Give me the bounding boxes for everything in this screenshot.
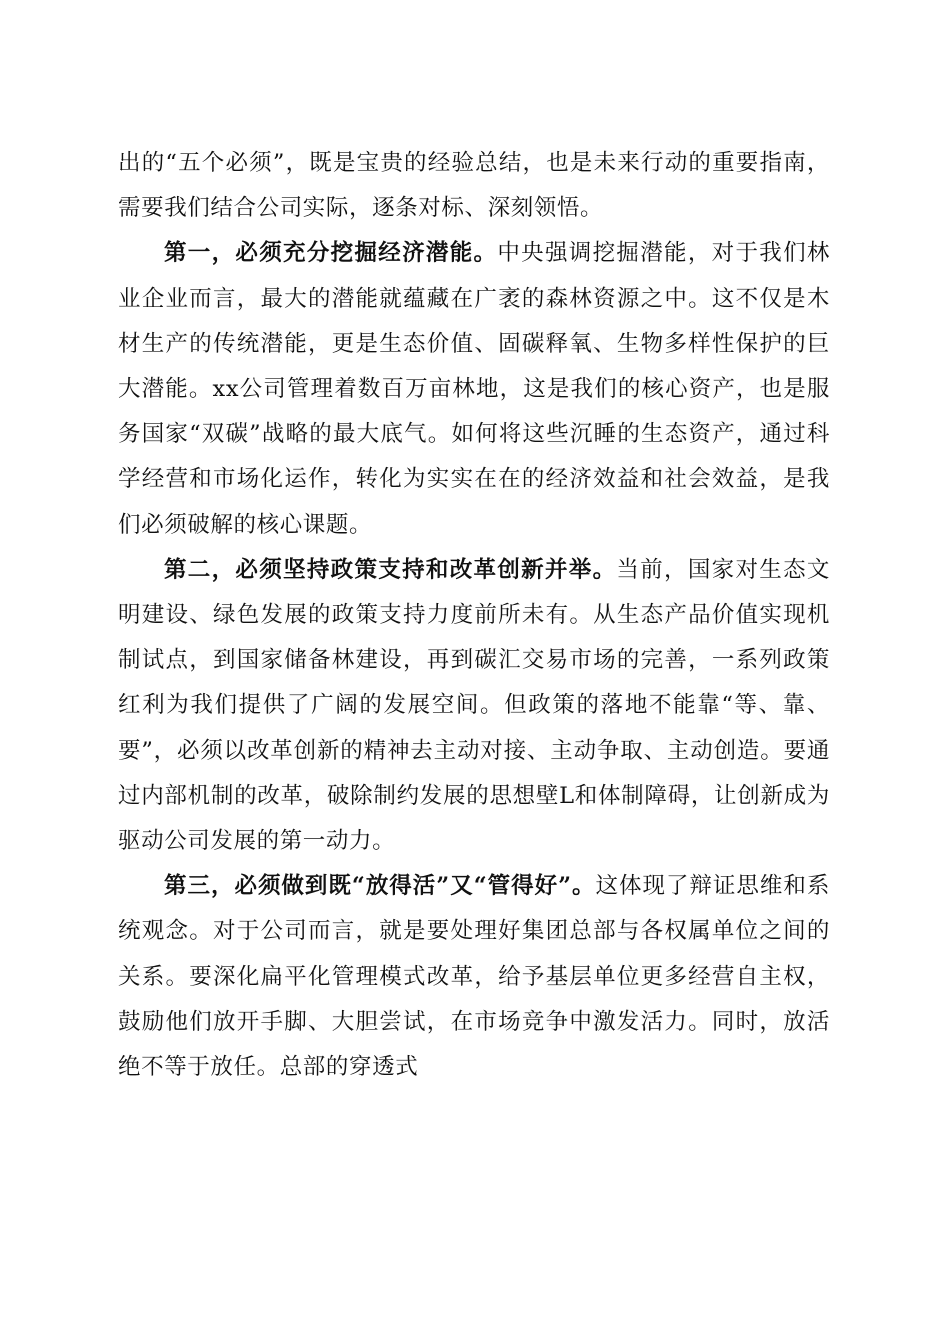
document-page: [118, 141, 830, 1090]
paragraph-second: [118, 548, 830, 864]
paragraph-third-body: 这体现了辩证思维和系统观念。对于公司而言，就是要处理好集团总部与各权属单位之间的关系。要深化扁平化管理模式改革，给予基层单位更多经营自主权，鼓励他们放开手脚、大胆尝试，在市场竞争中激发活力。同时，放活绝不等于放任。总部的穿透式: [118, 873, 830, 1081]
paragraph-intro: [118, 141, 830, 231]
paragraph-first: [118, 231, 830, 547]
paragraph-second-body: 当前，国家对生态文明建设、绿色发展的政策支持力度前所未有。从生态产品价值实现机制试点，到国家储备林建设，再到碳汇交易市场的完善，一系列政策红利为我们提供了广阔的发展空间。但政策的落地不能靠“等、靠、要”，必须以改革创新的精神去主动对接、主动争取、主动创造。要通过内部机制的改革，破除制约发展的思想壁Ⅼ和体制障碍，让创新成为驱动公司发展的第一动力。: [118, 556, 830, 855]
paragraph-first-heading: 第一，必须充分挖掘经济潜能。: [164, 240, 498, 267]
paragraph-third-heading: 第三，必须做到既“放得活”又“管得好”。: [164, 873, 596, 900]
paragraph-intro-body: 出的“五个必须”，既是宝贵的经验总结，也是未来行动的重要指南，需要我们结合公司实际，逐条对标、深刻领悟。: [118, 150, 830, 222]
paragraph-second-heading: 第二，必须坚持政策支持和改革创新并举。: [164, 556, 617, 583]
paragraph-third: [118, 864, 830, 1090]
paragraph-first-body: 中央强调挖掘潜能，对于我们林业企业而言，最大的潜能就蕴藏在广袤的森林资源之中。这不仅是木材生产的传统潜能，更是生态价值、固碳释氧、生物多样性保护的巨大潜能。xx公司管理着数百万亩林地，这是我们的核心资产，也是服务国家“双碳”战略的最大底气。如何将这些沉睡的生态资产，通过科学经营和市场化运作，转化为实实在在的经济效益和社会效益，是我们必须破解的核心课题。: [118, 240, 830, 538]
